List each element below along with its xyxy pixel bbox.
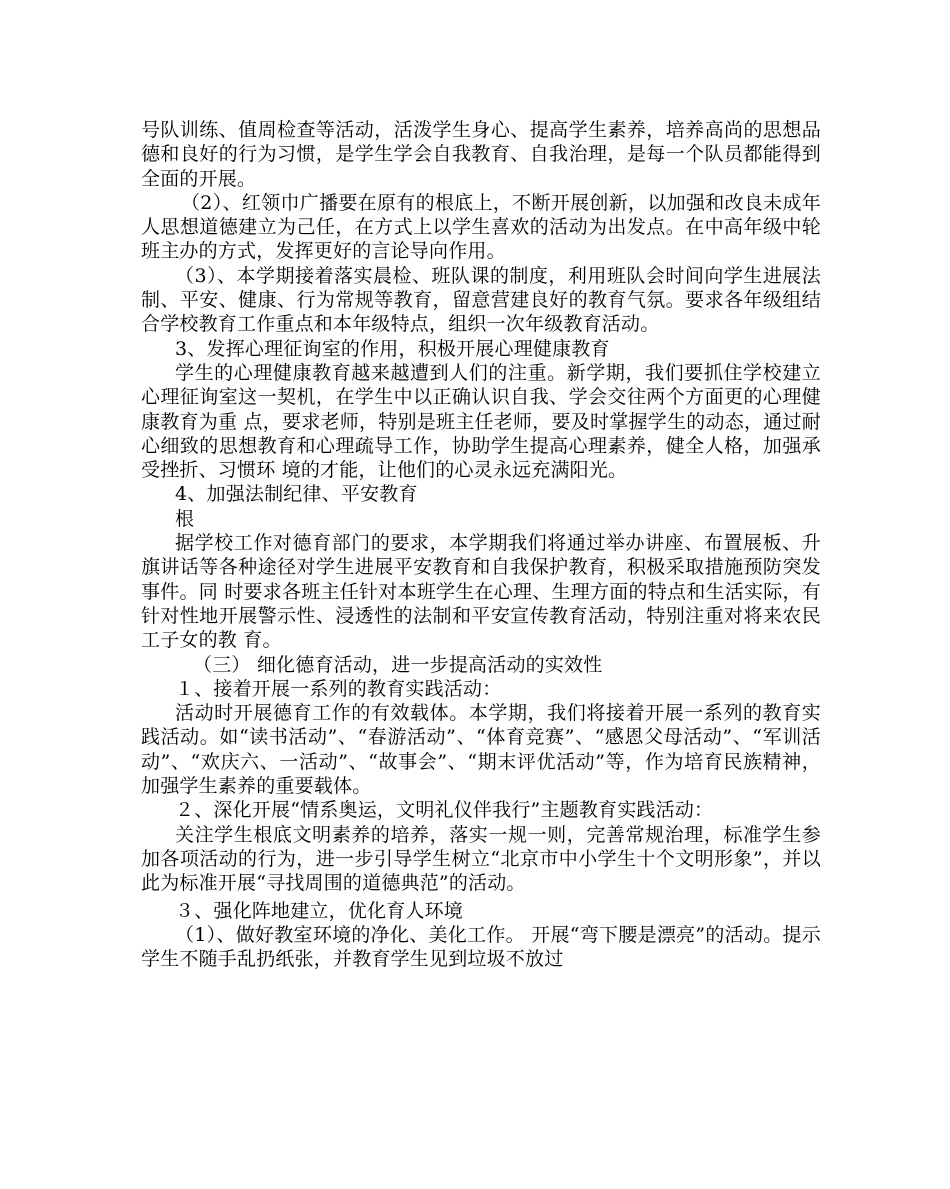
- paragraph-1: 号队训练、值周检查等活动，活泼学生身心、提高学生素养，培养高尚的思想品德和良好的行为习惯，是学生学会自我教育、自我治理，是每一个队员都能得到全面的开展。: [141, 119, 821, 190]
- paragraph-practice-activities: 活动时开展德育工作的有效载体。本学期，我们将接着开展一系列的教育实践活动。如“读书活动”、“春游活动”、“体育竞赛”、“感恩父母活动”、“军训活动”、“欢庆六、一活动”、“故事会”、“期末评优活动”等，作为培育民族精神，加强学生素养的重要载体。: [141, 702, 821, 798]
- paragraph-civility: 关注学生根底文明素养的培养，落实一规一则，完善常规治理，标准学生参加各项活动的行为，进一步引导学生树立“北京市中小学生十个文明形象”，并以此为标准开展“寻找周围的道德典范”的活动。: [141, 823, 821, 895]
- heading-legal-safety: 4、加强法制纪律、平安教育: [175, 483, 418, 506]
- heading-psychology: 3、发挥心理征询室的作用，积极开展心理健康教育: [175, 337, 610, 360]
- paragraph-classroom-environment: （1）、做好教室环境的净化、美化工作。 开展“弯下腰是漂亮”的活动。提示学生不随手乱扔纸张，并教育学生见到垃圾不放过: [141, 923, 821, 971]
- paragraph-fragment: 根: [175, 507, 195, 530]
- paragraph-psychology: 学生的心理健康教育越来越遭到人们的注重。新学期，我们要抓住学校建立心理征询室这一契机，在学生中以正确认识自我、学会交往两个方面更的心理健康教育为重 点，要求老师，特别是班主任老师，要及时掌握学生的动态，通过耐心细致的思想教育和心理疏导工作，协助学生提高心理素养，健全人格，加强承受挫折、习惯环 境的才能，让他们的心灵永远充满阳光。: [141, 361, 821, 482]
- document-page: [141, 118, 821, 971]
- paragraph-morning-check: （3）、本学期接着落实晨检、班队课的制度，利用班队会时间向学生进展法制、平安、健康、行为常规等教育，留意营建良好的教育气氛。要求各年级组结合学校教育工作重点和本年级特点，组织一次年级教育活动。: [141, 264, 821, 336]
- paragraph-radio-broadcast: （2）、红领巾广播要在原有的根底上，不断开展创新，以加强和改良未成年人思想道德建立为己任，在方式上以学生喜欢的活动为出发点。在中高年级中轮班主办的方式，发挥更好的言论导向作用。: [141, 191, 821, 263]
- heading-practice-activities: １、接着开展一系列的教育实践活动：: [175, 677, 502, 700]
- heading-section-three: （三） 细化德育活动，进一步提高活动的实效性: [193, 653, 603, 676]
- heading-olympic-theme: ２、深化开展“情系奥运，文明礼仪伴我行”主题教育实践活动：: [175, 799, 714, 822]
- paragraph-legal-safety: 据学校工作对德育部门的要求，本学期我们将通过举办讲座、布置展板、升旗讲话等各种途径对学生进展平安教育和自我保护教育，积极采取措施预防突发事件。同 时要求各班主任针对本班学生在心理、生理方面的特点和生活实际，有针对性地开展警示性、浸透性的法制和平安宣传教育活动，特别注重对将来农民工子女的教 育。: [141, 532, 821, 652]
- heading-environment: ３、强化阵地建立，优化育人环境: [175, 899, 464, 922]
